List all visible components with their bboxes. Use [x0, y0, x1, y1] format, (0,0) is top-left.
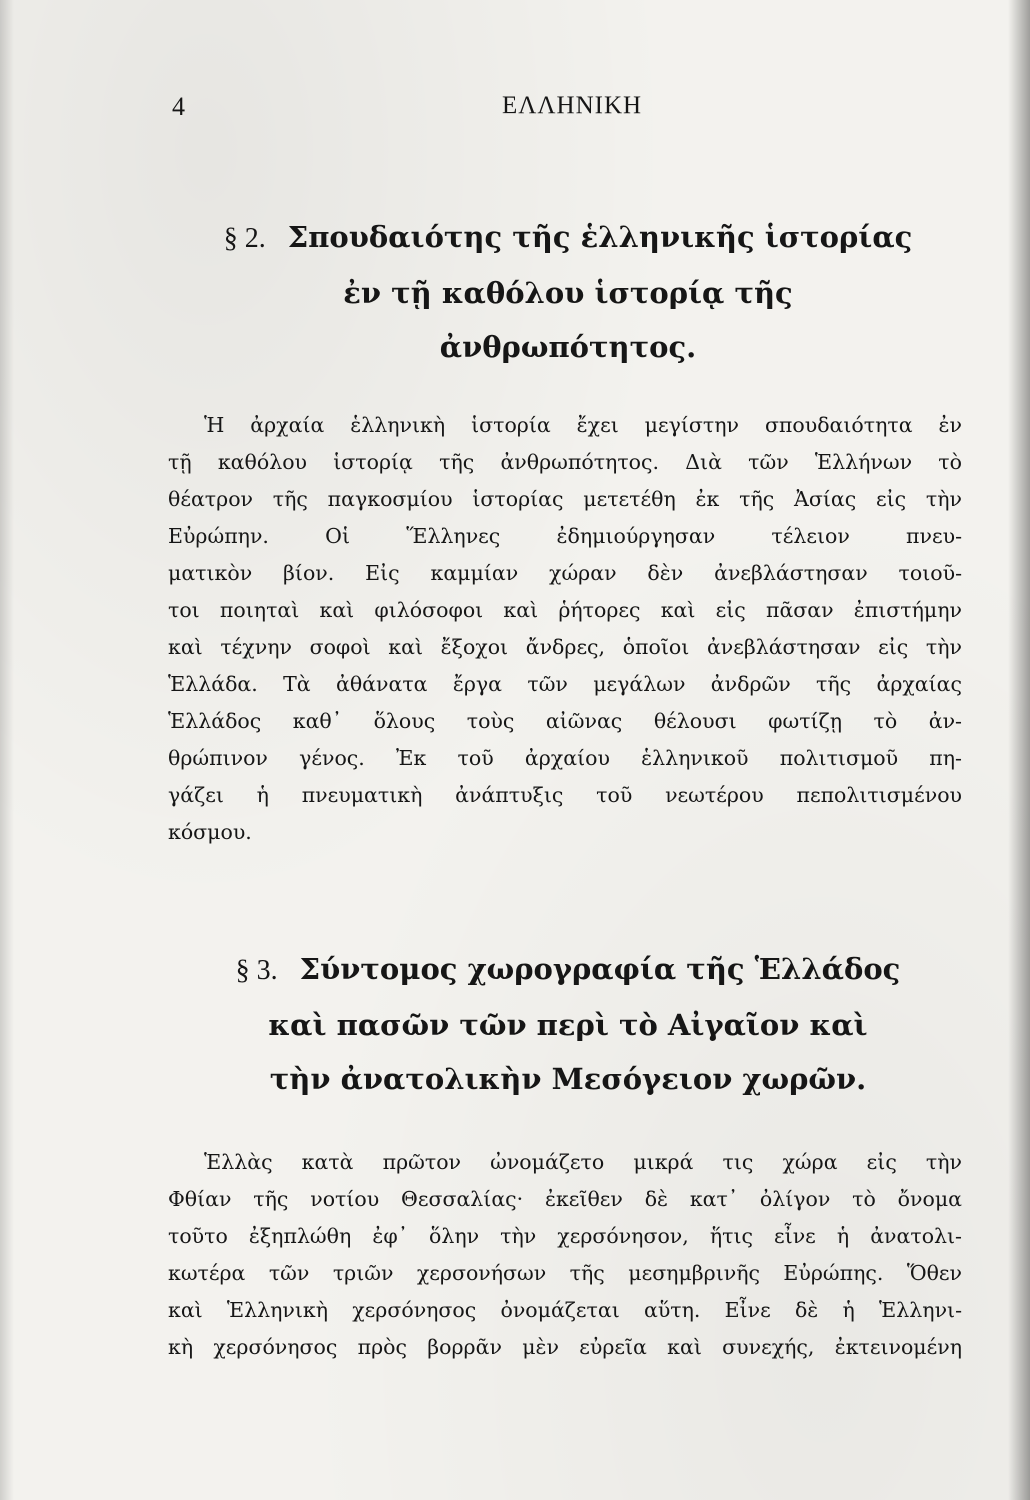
text-line: τοῦτο ἐξηπλώθη ἐφ᾽ ὅλην τὴν χερσόνησον, ἥτις εἶνε ἡ ἀνατολι- — [168, 1224, 962, 1248]
section-2-number: § 2. — [223, 223, 266, 254]
section-2-title-line: ἀνθρωπότητος. — [439, 330, 697, 364]
section-3-paragraph — [168, 1144, 962, 1366]
section-3-title-line: καὶ πασῶν τῶν περὶ τὸ Αἰγαῖον καὶ — [268, 1008, 868, 1042]
text-line: Ἑλλὰς κατὰ πρῶτον ὠνομάζετο μικρά τις χώρα εἰς τὴν — [204, 1150, 962, 1174]
text-line: κωτέρα τῶν τριῶν χερσονήσων τῆς μεσημβρινῆς Εὐρώπης. Ὅθεν — [168, 1261, 962, 1285]
section-2-heading-line-1 — [168, 210, 968, 266]
text-line: κόσμου. — [168, 820, 252, 844]
text-line: θέατρον τῆς παγκοσμίου ἱστορίας μετετέθη ἐκ τῆς Ἀσίας εἰς τὴν — [168, 487, 962, 511]
section-3-number: § 3. — [235, 955, 278, 986]
text-line: Φθίαν τῆς νοτίου Θεσσαλίας· ἐκεῖθεν δὲ κατ᾽ ὀλίγον τὸ ὄνομα — [168, 1187, 962, 1211]
page-header — [172, 92, 692, 126]
text-line: Ἑλλάδος καθ᾽ ὅλους τοὺς αἰῶνας θέλουσι φωτίζῃ τὸ ἀν- — [168, 709, 962, 733]
text-line: καὶ τέχνην σοφοὶ καὶ ἔξοχοι ἄνδρες, ὁποῖοι ἀνεβλάστησαν εἰς τὴν — [168, 635, 962, 659]
text-line: τοι ποιηταὶ καὶ φιλόσοφοι καὶ ῥήτορες καὶ εἰς πᾶσαν ἐπιστήμην — [168, 598, 962, 622]
page-edge-shadow — [0, 0, 14, 1500]
text-line: θρώπινον γένος. Ἐκ τοῦ ἀρχαίου ἑλληνικοῦ πολιτισμοῦ πη- — [168, 746, 962, 770]
text-line: Ἡ ἀρχαία ἑλληνικὴ ἱστορία ἔχει μεγίστην σπουδαιότητα ἐν — [204, 413, 962, 437]
section-3-title-line: τὴν ἀνατολικὴν Μεσόγειον χωρῶν. — [269, 1062, 867, 1096]
running-title: ΕΛΛΗΝΙΚΗ — [502, 92, 643, 119]
text-line: γάζει ἡ πνευματικὴ ἀνάπτυξις τοῦ νεωτέρου πεπολιτισμένου — [168, 783, 962, 807]
text-line: Εὐρώπην. Οἱ Ἕλληνες ἐδημιούργησαν τέλειον πνευ- — [168, 524, 962, 548]
section-3-heading — [168, 942, 968, 1106]
page-number: 4 — [172, 92, 185, 121]
text-line: κὴ χερσόνησος πρὸς βορρᾶν μὲν εὐρεῖα καὶ συνεχής, ἐκτεινομένη — [168, 1335, 962, 1359]
text-line: καὶ Ἑλληνικὴ χερσόνησος ὀνομάζεται αὕτη. Εἶνε δὲ ἡ Ἑλληνι- — [168, 1298, 962, 1322]
section-3-title-line: Σύντομος χωρογραφία τῆς Ἑλλάδος — [299, 952, 901, 986]
section-2-heading — [168, 210, 968, 374]
text-line: ματικὸν βίον. Εἰς καμμίαν χώραν δὲν ἀνεβλάστησαν τοιοῦ- — [168, 561, 962, 585]
section-2-paragraph — [168, 407, 962, 851]
section-2-title-line: Σπουδαιότης τῆς ἑλληνικῆς ἱστορίας — [287, 220, 913, 254]
section-2-title-line: ἐν τῇ καθόλου ἱστορίᾳ τῆς — [343, 276, 793, 310]
section-3-heading-line-1 — [168, 942, 968, 998]
text-line: τῇ καθόλου ἱστορίᾳ τῆς ἀνθρωπότητος. Διὰ τῶν Ἑλλήνων τὸ — [168, 450, 962, 474]
binding-shadow — [1008, 0, 1030, 1500]
text-line: Ἑλλάδα. Τὰ ἀθάνατα ἔργα τῶν μεγάλων ἀνδρῶν τῆς ἀρχαίας — [168, 672, 962, 696]
